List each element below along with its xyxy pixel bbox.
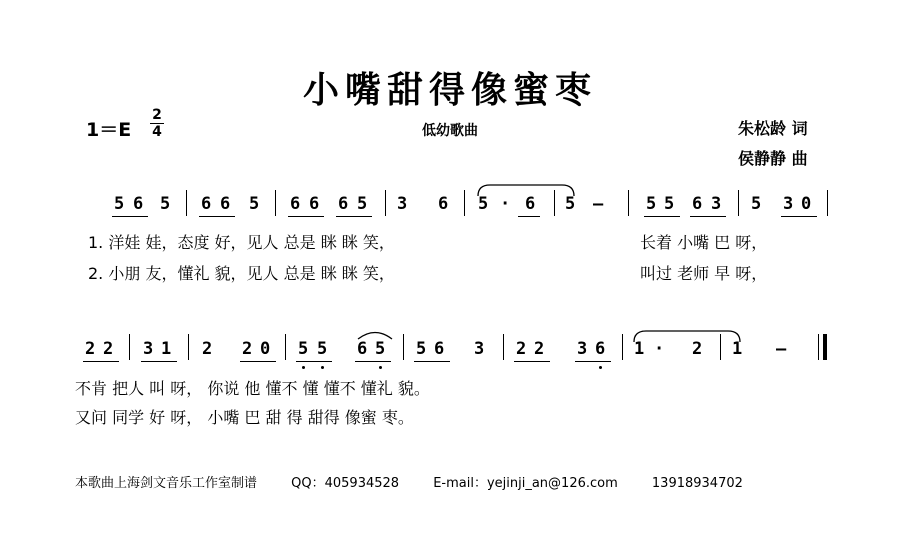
note: 5	[160, 194, 171, 214]
barline	[827, 190, 828, 216]
note: 2	[202, 339, 213, 359]
beam-line	[690, 216, 726, 217]
note: 6	[220, 194, 231, 214]
lyric-line-verse1-b: 长着 小嘴 巴 呀，	[640, 233, 768, 252]
note: 5	[298, 339, 309, 359]
note: 1	[732, 339, 743, 359]
note: 6	[595, 339, 606, 359]
dash-extension: –	[776, 339, 787, 359]
lyric-line-verse2-b: 叫过 老师 早 呀，	[640, 264, 768, 283]
song-title: 小嘴甜得像蜜枣	[302, 69, 597, 111]
barline	[628, 190, 629, 216]
beam-line	[296, 361, 332, 362]
beam-line	[141, 361, 177, 362]
barline	[622, 334, 623, 360]
barline	[285, 334, 286, 360]
slur-arc	[355, 328, 395, 340]
note: 2	[103, 339, 114, 359]
barline	[275, 190, 276, 216]
tie-arc	[632, 328, 742, 344]
dash-extension: –	[593, 194, 604, 214]
note: 2	[692, 339, 703, 359]
note: 5	[646, 194, 657, 214]
note: 5	[478, 194, 489, 214]
beam-line	[199, 216, 235, 217]
note: 5	[416, 339, 427, 359]
note: 5	[751, 194, 762, 214]
note: 1	[634, 339, 645, 359]
note: 6	[692, 194, 703, 214]
time-signature-bottom: 4	[152, 124, 162, 140]
note: 0	[801, 194, 812, 214]
lyricist-credit: 朱松龄 词	[738, 119, 808, 138]
note: 3	[143, 339, 154, 359]
note: 0	[260, 339, 271, 359]
lyric-line-verse1-a: 1. 洋娃 娃，态度 好，见人 总是 眯 眯 笑，	[88, 233, 395, 252]
email-contact: E-mail：yejinji_an@126.com	[433, 476, 618, 491]
phone-contact: 13918934702	[651, 476, 743, 491]
beam-line	[240, 361, 276, 362]
note: 6	[133, 194, 144, 214]
beam-line	[355, 361, 391, 362]
note: 2	[242, 339, 253, 359]
barline	[129, 334, 130, 360]
footer-credits	[75, 472, 773, 491]
qq-contact: QQ：405934528	[291, 476, 400, 491]
note: 5	[565, 194, 576, 214]
lyric-line-verse2: 又问 同学 好 呀， 小嘴 巴 甜 得 甜得 像蜜 枣。	[75, 408, 414, 427]
low-octave-dot	[379, 366, 382, 369]
lyric-line-verse1: 不肯 把人 叫 呀， 你说 他 懂不 懂 懂不 懂礼 貌。	[75, 379, 430, 398]
note: 6	[357, 339, 368, 359]
composer-credit: 侯静静 曲	[738, 149, 808, 168]
beam-line	[414, 361, 450, 362]
low-octave-dot	[599, 366, 602, 369]
tie-arc	[476, 182, 576, 198]
barline	[188, 334, 189, 360]
note: 5	[357, 194, 368, 214]
note: 6	[434, 339, 445, 359]
note: 2	[534, 339, 545, 359]
note: 6	[201, 194, 212, 214]
note: 6	[338, 194, 349, 214]
low-octave-dot	[302, 366, 305, 369]
barline	[464, 190, 465, 216]
note: 3	[783, 194, 794, 214]
low-octave-dot	[321, 366, 324, 369]
beam-line	[514, 361, 550, 362]
note: 5	[317, 339, 328, 359]
barline	[720, 334, 721, 360]
note: 5	[249, 194, 260, 214]
note: 6	[438, 194, 449, 214]
note: 3	[474, 339, 485, 359]
note: 5	[664, 194, 675, 214]
beam-line	[83, 361, 119, 362]
note: 5	[375, 339, 386, 359]
beam-line	[781, 216, 817, 217]
dot-extension: ·	[500, 194, 511, 214]
beam-line	[575, 361, 611, 362]
beam-line	[518, 216, 540, 217]
note: 5	[114, 194, 125, 214]
lyric-line-verse2-a: 2. 小朋 友，懂礼 貌，见人 总是 眯 眯 笑，	[88, 264, 395, 283]
note: 3	[577, 339, 588, 359]
note: 6	[525, 194, 536, 214]
note: 3	[711, 194, 722, 214]
note: 6	[290, 194, 301, 214]
dot-extension: ·	[654, 339, 665, 359]
beam-line	[112, 216, 148, 217]
note: 2	[85, 339, 96, 359]
studio-credit: 本歌曲上海剑文音乐工作室制谱	[75, 476, 258, 491]
beam-line	[336, 216, 372, 217]
barline	[403, 334, 404, 360]
final-barline-thin	[818, 334, 819, 360]
song-genre: 低幼歌曲	[422, 123, 478, 139]
note: 2	[516, 339, 527, 359]
barline	[503, 334, 504, 360]
barline	[738, 190, 739, 216]
key-signature: 1＝E	[86, 119, 132, 141]
beam-line	[288, 216, 324, 217]
note: 1	[161, 339, 172, 359]
barline	[385, 190, 386, 216]
time-signature-top: 2	[152, 107, 162, 123]
final-barline-thick	[823, 334, 827, 360]
note: 3	[397, 194, 408, 214]
note: 6	[309, 194, 320, 214]
barline	[186, 190, 187, 216]
beam-line	[644, 216, 680, 217]
